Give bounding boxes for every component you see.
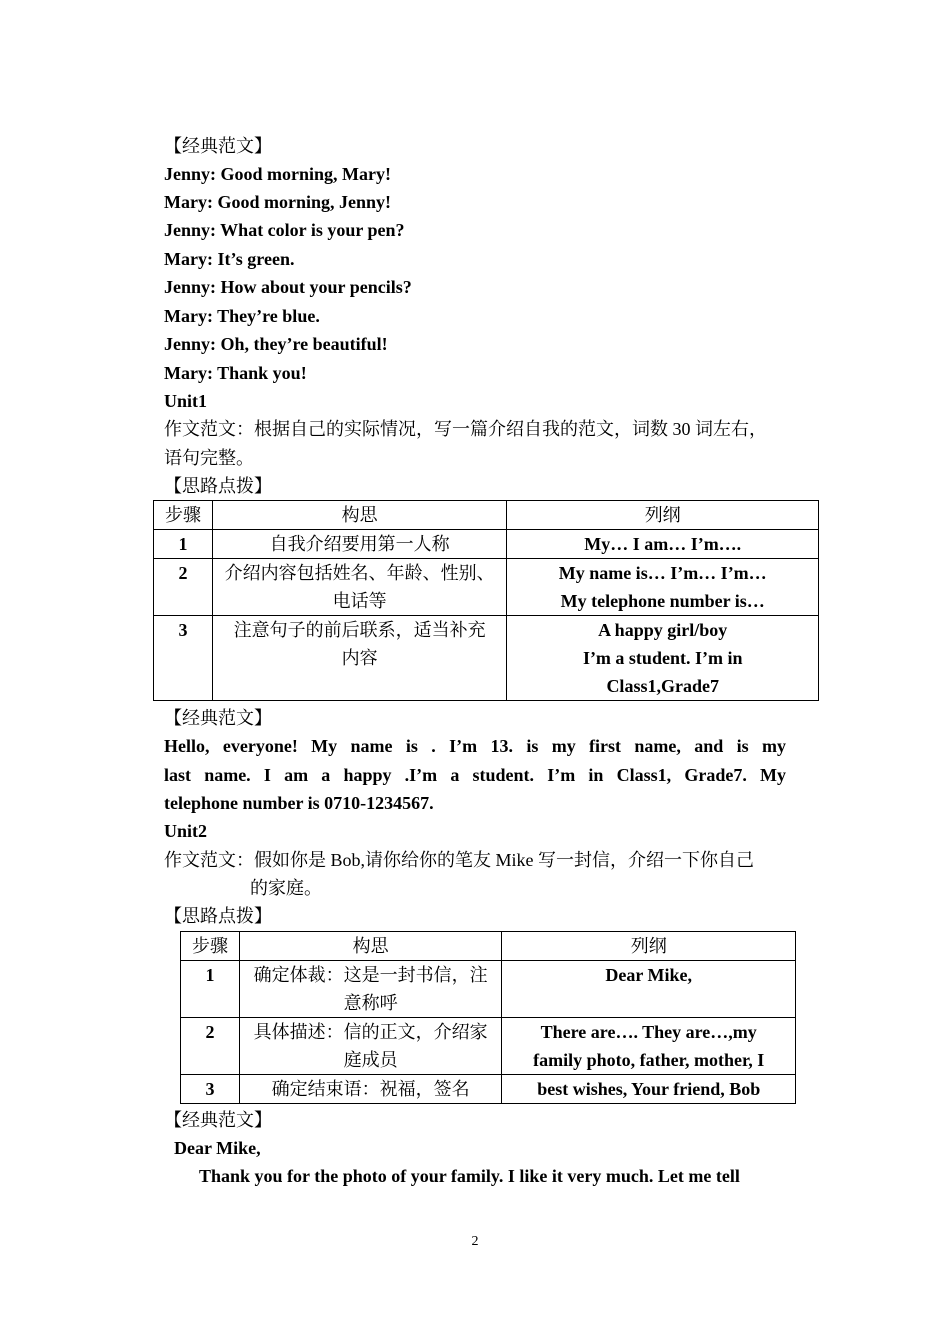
step-cell: 3 xyxy=(181,1075,240,1104)
header-idea: 构思 xyxy=(239,932,502,961)
header-idea: 构思 xyxy=(212,501,506,530)
idea-cell: 介绍内容包括姓名、年龄、性别、 电话等 xyxy=(212,559,506,616)
tips-heading: 【思路点拨】 xyxy=(164,476,272,496)
table-header-row xyxy=(181,932,796,961)
step-cell: 2 xyxy=(154,559,213,616)
sample-text-line: Hello, everyone! My name is . I’m 13. is my first name, and is my xyxy=(164,736,786,756)
table-header-row xyxy=(154,501,819,530)
idea-cell: 确定结束语：祝福，签名 xyxy=(239,1075,502,1104)
table-row xyxy=(181,961,796,1018)
letter-body-line: Thank you for the photo of your family. I like it very much. Let me tell xyxy=(199,1166,740,1186)
header-step: 步骤 xyxy=(154,501,213,530)
table-row xyxy=(181,1018,796,1075)
writing-prompt: 的家庭。 xyxy=(250,878,322,898)
table-row xyxy=(154,559,819,616)
dialogue-line: Jenny: How about your pencils? xyxy=(164,277,412,297)
header-step: 步骤 xyxy=(181,932,240,961)
outline-cell: My name is… I’m… I’m… My telephone number is… xyxy=(507,559,819,616)
unit1-outline-table xyxy=(153,500,819,701)
sample-text-line: telephone number is 0710-1234567. xyxy=(164,793,434,813)
idea-cell: 自我介绍要用第一人称 xyxy=(212,530,506,559)
page-number: 2 xyxy=(471,1234,479,1249)
section-heading: 【经典范文】 xyxy=(164,136,272,156)
outline-cell: Dear Mike, xyxy=(502,961,796,1018)
step-cell: 2 xyxy=(181,1018,240,1075)
dialogue-line: Mary: It’s green. xyxy=(164,249,295,269)
step-cell: 1 xyxy=(181,961,240,1018)
tips-heading: 【思路点拨】 xyxy=(164,906,272,926)
table-row xyxy=(154,530,819,559)
dialogue-line: Mary: They’re blue. xyxy=(164,306,320,326)
dialogue-line: Jenny: Good morning, Mary! xyxy=(164,164,391,184)
letter-greeting: Dear Mike, xyxy=(174,1138,261,1158)
writing-prompt: 语句完整。 xyxy=(164,448,254,468)
header-outline: 列纲 xyxy=(502,932,796,961)
sample-text-line: last name. I am a happy .I’m a student. I’m in Class1, Grade7. My xyxy=(164,765,786,785)
idea-cell: 确定体裁：这是一封书信，注 意称呼 xyxy=(239,961,502,1018)
header-outline: 列纲 xyxy=(507,501,819,530)
dialogue-line: Jenny: What color is your pen? xyxy=(164,220,405,240)
outline-cell: My… I am… I’m…. xyxy=(507,530,819,559)
idea-cell: 注意句子的前后联系，适当补充 内容 xyxy=(212,616,506,701)
dialogue-line: Jenny: Oh, they’re beautiful! xyxy=(164,334,388,354)
unit-title: Unit1 xyxy=(164,391,208,411)
writing-prompt: 作文范文：根据自己的实际情况，写一篇介绍自我的范文，词数 30 词左右， xyxy=(164,419,767,439)
outline-cell: best wishes, Your friend, Bob xyxy=(502,1075,796,1104)
table-row xyxy=(154,616,819,701)
idea-cell: 具体描述：信的正文，介绍家 庭成员 xyxy=(239,1018,502,1075)
outline-cell: There are…. They are…,my family photo, father, mother, I xyxy=(502,1018,796,1075)
section-heading: 【经典范文】 xyxy=(164,708,272,728)
writing-prompt: 作文范文：假如你是 Bob,请你给你的笔友 Mike 写一封信，介绍一下你自己 xyxy=(164,850,754,870)
step-cell: 1 xyxy=(154,530,213,559)
table-row xyxy=(181,1075,796,1104)
dialogue-line: Mary: Thank you! xyxy=(164,363,307,383)
dialogue-line: Mary: Good morning, Jenny! xyxy=(164,192,391,212)
step-cell: 3 xyxy=(154,616,213,701)
unit2-outline-table xyxy=(180,931,796,1104)
section-heading: 【经典范文】 xyxy=(164,1110,272,1130)
outline-cell: A happy girl/boy I’m a student. I’m in Class1,Grade7 xyxy=(507,616,819,701)
unit-title: Unit2 xyxy=(164,821,208,841)
